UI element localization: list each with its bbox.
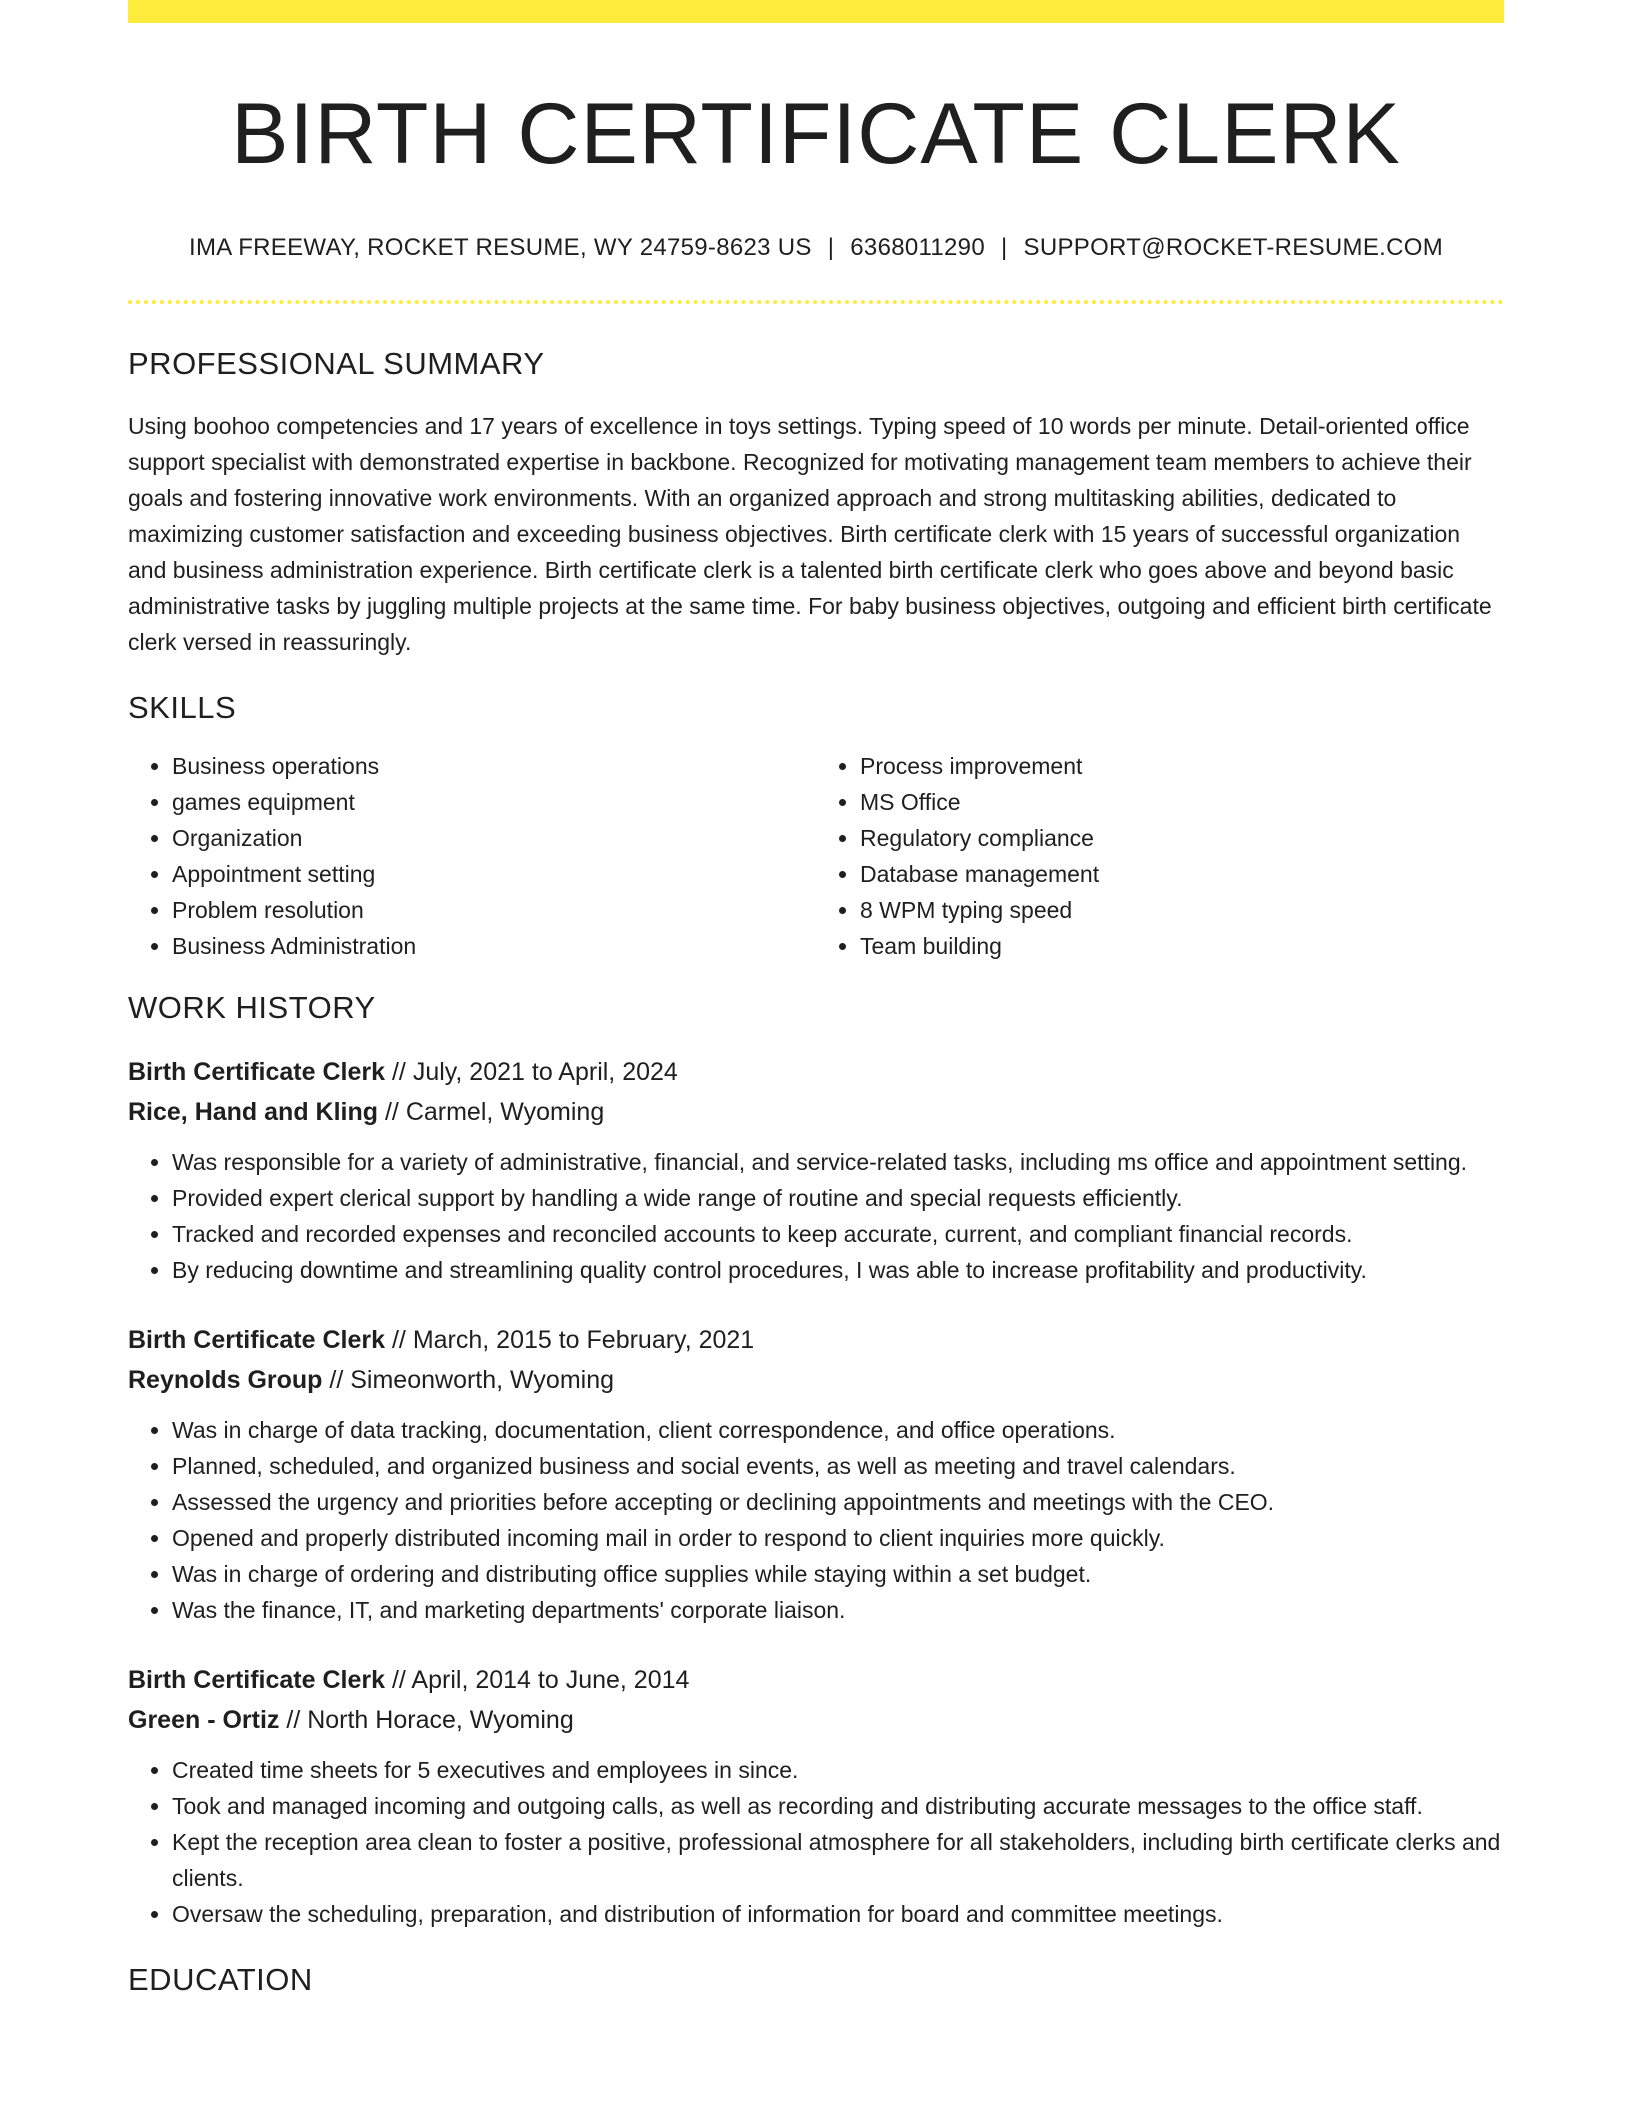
contact-email: SUPPORT@ROCKET-RESUME.COM <box>1023 234 1443 262</box>
job-bullets <box>128 1412 1504 1628</box>
job-bullet: • Created time sheets for 5 executives and employees in since. <box>172 1752 1504 1788</box>
skill-item: • Regulatory compliance <box>860 820 1504 856</box>
skills-list <box>128 748 1504 964</box>
job-title-line <box>128 1660 1504 1700</box>
job-bullet: • Oversaw the scheduling, preparation, and distribution of information for board and committee meetings. <box>172 1896 1504 1932</box>
job-bullets <box>128 1144 1504 1288</box>
job-bullet: • Kept the reception area clean to foster a positive, professional atmosphere for all stakeholders, including birth certificate clerks and clients. <box>172 1824 1504 1896</box>
skills-heading: SKILLS <box>128 690 237 726</box>
contact-separator: | <box>827 234 835 262</box>
job-bullet: • Tracked and recorded expenses and reconciled accounts to keep accurate, current, and compliant financial records. <box>172 1216 1504 1252</box>
job-bullet: • Opened and properly distributed incoming mail in order to respond to client inquiries more quickly. <box>172 1520 1504 1556</box>
contact-phone: 6368011290 <box>850 234 985 262</box>
education-heading: EDUCATION <box>128 1962 313 1998</box>
job-bullet: • Took and managed incoming and outgoing calls, as well as recording and distributing accurate messages to the office staff. <box>172 1788 1504 1824</box>
dotted-divider <box>128 300 1504 304</box>
skills-column-right <box>816 748 1504 964</box>
job-bullet: • Planned, scheduled, and organized business and social events, as well as meeting and travel calendars. <box>172 1448 1504 1484</box>
skill-item: • Business Administration <box>172 928 816 964</box>
job-role: Birth Certificate Clerk <box>128 1666 386 1695</box>
job-dates: // March, 2015 to February, 2021 <box>385 1326 755 1355</box>
job-bullet: • By reducing downtime and streamlining quality control procedures, I was able to increase profitability and productivity. <box>172 1252 1504 1288</box>
job-role: Birth Certificate Clerk <box>128 1326 386 1355</box>
skill-item: • Problem resolution <box>172 892 816 928</box>
job-bullet: • Was responsible for a variety of administrative, financial, and service-related tasks, including ms office and appointment setting. <box>172 1144 1504 1180</box>
contact-address: IMA FREEWAY, ROCKET RESUME, WY 24759-8623 US <box>188 234 812 262</box>
job-entry <box>128 1320 1504 1628</box>
job-location: // Carmel, Wyoming <box>378 1098 605 1127</box>
job-bullet: • Provided expert clerical support by handling a wide range of routine and special requests efficiently. <box>172 1180 1504 1216</box>
job-entry <box>128 1660 1504 1932</box>
job-company-line <box>128 1360 1504 1400</box>
job-role: Birth Certificate Clerk <box>128 1058 386 1087</box>
skill-item: • Database management <box>860 856 1504 892</box>
job-company-line <box>128 1700 1504 1740</box>
skill-item: • Business operations <box>172 748 816 784</box>
summary-heading: PROFESSIONAL SUMMARY <box>128 346 545 382</box>
job-bullet: • Was the finance, IT, and marketing departments' corporate liaison. <box>172 1592 1504 1628</box>
contact-separator: | <box>1000 234 1008 262</box>
skill-item: • games equipment <box>172 784 816 820</box>
job-company: Green - Ortiz <box>128 1706 280 1735</box>
job-bullet: • Was in charge of data tracking, documentation, client correspondence, and office operations. <box>172 1412 1504 1448</box>
skill-item: • Appointment setting <box>172 856 816 892</box>
resume-title: BIRTH CERTIFICATE CLERK <box>231 86 1401 182</box>
job-company: Reynolds Group <box>128 1366 323 1395</box>
job-dates: // April, 2014 to June, 2014 <box>385 1666 690 1695</box>
job-bullets <box>128 1752 1504 1932</box>
job-entry <box>128 1052 1504 1288</box>
skill-item: • 8 WPM typing speed <box>860 892 1504 928</box>
work-history-heading: WORK HISTORY <box>128 990 376 1026</box>
job-company: Rice, Hand and Kling <box>128 1098 379 1127</box>
summary-text: Using boohoo competencies and 17 years of excellence in toys settings. Typing speed of 10 words per minute. Detail-oriented office support specialist with demonstrated expertise in backbone. Recognized for motivating management team members to achieve their goals and fostering innovative work environments. With an organized approach and strong multitasking abilities, dedicated to maximizing customer satisfaction and exceeding business objectives. Birth certificate clerk with 15 years of successful organization and business administration experience. Birth certificate clerk is a talented birth certificate clerk who goes above and beyond basic administrative tasks by juggling multiple projects at the same time. For baby business objectives, outgoing and efficient birth certificate clerk versed in reassuringly. <box>128 413 1492 656</box>
accent-bar <box>128 0 1504 23</box>
skill-item: • MS Office <box>860 784 1504 820</box>
skill-item: • Team building <box>860 928 1504 964</box>
job-bullet: • Assessed the urgency and priorities before accepting or declining appointments and meetings with the CEO. <box>172 1484 1504 1520</box>
skill-item: • Organization <box>172 820 816 856</box>
skills-column-left <box>128 748 816 964</box>
job-company-line <box>128 1092 1504 1132</box>
job-location: // North Horace, Wyoming <box>279 1706 574 1735</box>
job-dates: // July, 2021 to April, 2024 <box>385 1058 678 1087</box>
job-bullet: • Was in charge of ordering and distributing office supplies while staying within a set budget. <box>172 1556 1504 1592</box>
job-title-line <box>128 1320 1504 1360</box>
contact-line <box>128 234 1504 262</box>
resume-page <box>128 0 1504 1998</box>
job-title-line <box>128 1052 1504 1092</box>
job-location: // Simeonworth, Wyoming <box>322 1366 615 1395</box>
skill-item: • Process improvement <box>860 748 1504 784</box>
